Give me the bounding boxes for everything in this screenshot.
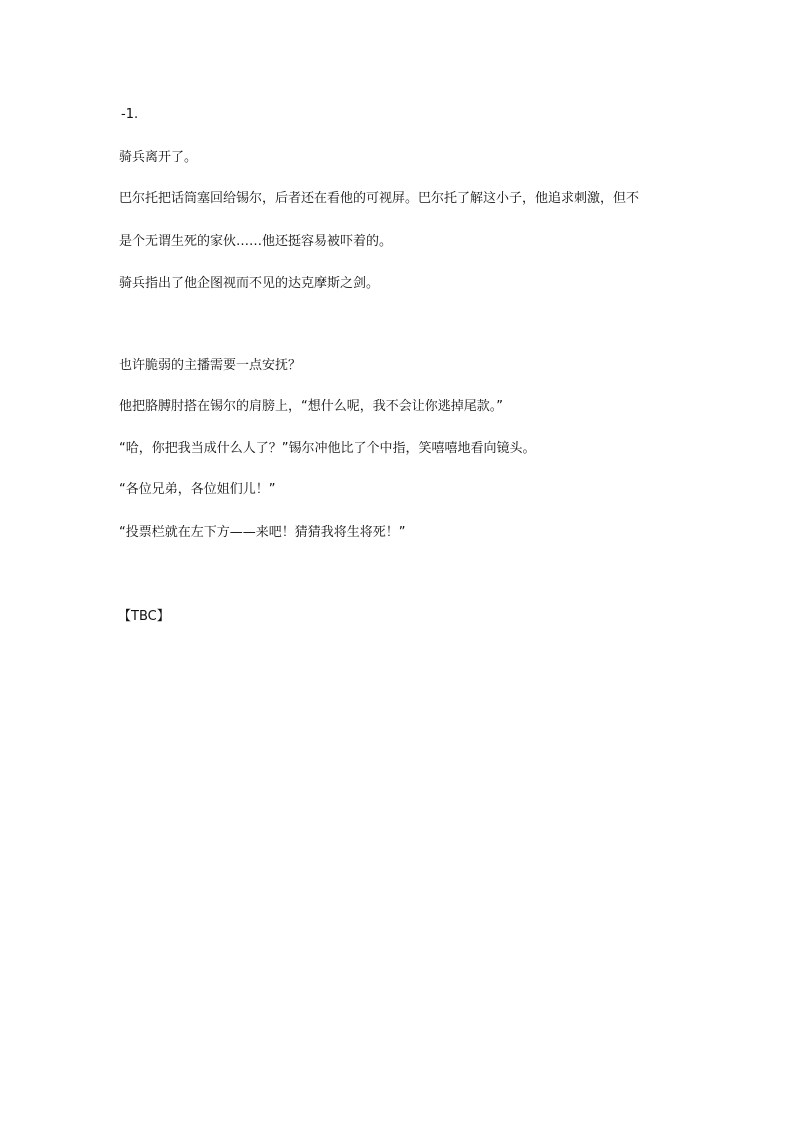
paragraph-3: 骑兵指出了他企图视而不见的达克摩斯之剑。 — [119, 276, 380, 291]
paragraph-7: “各位兄弟，各位姐们儿！” — [119, 482, 276, 497]
paragraph-8: “投票栏就在左下方——来吧！猜猜我将生将死！” — [119, 525, 406, 540]
paragraph-2-line-2: 是个无谓生死的家伙……他还挺容易被吓着的。 — [119, 234, 393, 249]
paragraph-4: 也许脆弱的主播需要一点安抚？ — [119, 358, 302, 373]
paragraph-5: 他把胳膊肘搭在锡尔的肩膀上，“想什么呢，我不会让你逃掉尾款。” — [119, 399, 503, 414]
paragraph-6: “哈，你把我当成什么人了？”锡尔冲他比了个中指，笑嘻嘻地看向镜头。 — [119, 441, 536, 456]
paragraph-2-line-1: 巴尔托把话筒塞回给锡尔，后者还在看他的可视屏。巴尔托了解这小子，他追求刺激，但不 — [119, 191, 640, 206]
paragraph-1: 骑兵离开了。 — [119, 150, 198, 165]
section-marker: -1. — [121, 107, 139, 122]
footer-tag: 【TBC】 — [118, 609, 170, 624]
